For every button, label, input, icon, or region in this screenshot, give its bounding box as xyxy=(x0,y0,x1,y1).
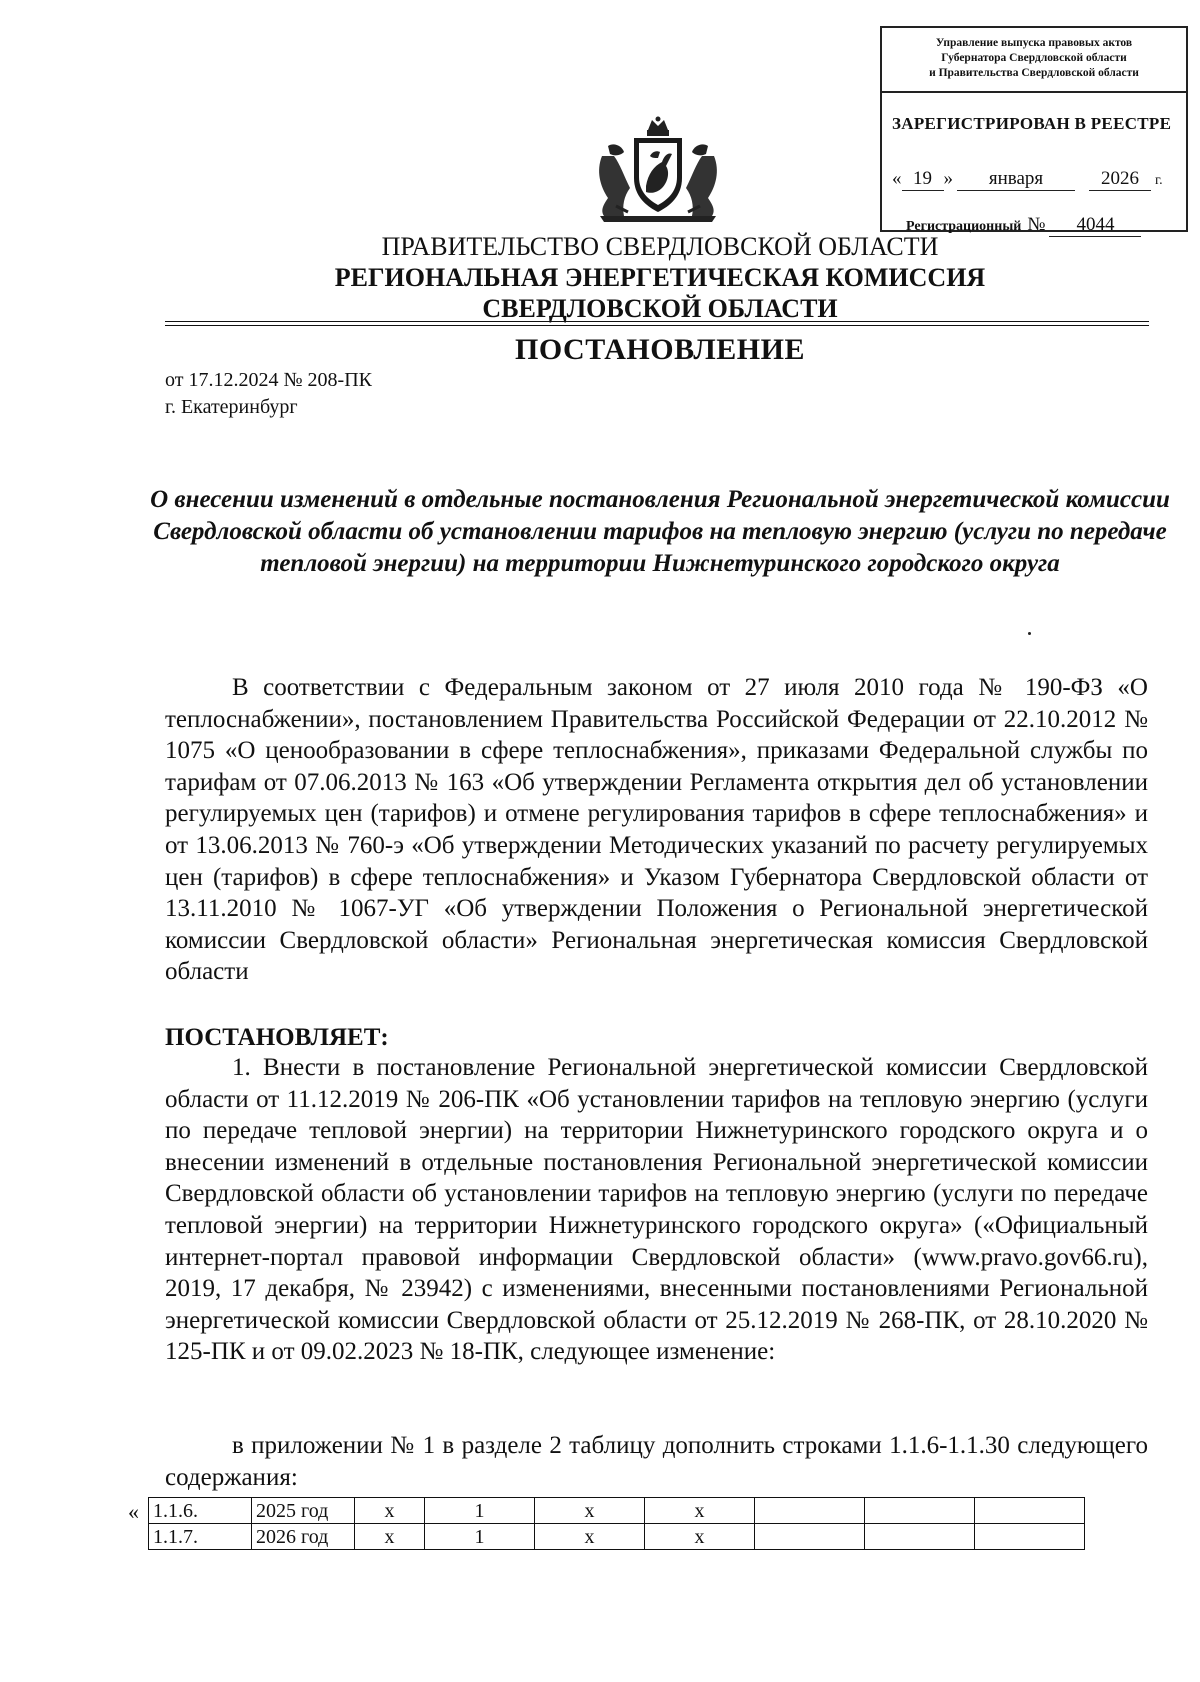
document-type: ПОСТАНОВЛЕНИЕ xyxy=(515,333,805,366)
table-open-quote: « xyxy=(128,1499,139,1524)
document-date-number: от 17.12.2024 № 208-ПК xyxy=(165,369,373,391)
stamp-header-line: Управление выпуска правовых актов xyxy=(935,37,1133,49)
table-cell: 2025 год xyxy=(252,1498,355,1524)
org-name-line1: ПРАВИТЕЛЬСТВО СВЕРДЛОВСКОЙ ОБЛАСТИ xyxy=(381,232,939,261)
table-cell: х xyxy=(645,1524,755,1550)
table-cell: 2026 год xyxy=(252,1524,355,1550)
table-row xyxy=(149,1498,1085,1524)
stamp-divider xyxy=(882,91,1186,93)
stamp-header-line: Губернатора Свердловской области xyxy=(941,52,1127,64)
stamp-header xyxy=(882,36,1186,81)
table-cell: х xyxy=(355,1524,425,1550)
registration-stamp xyxy=(880,26,1188,235)
table-cell: 1 xyxy=(425,1524,535,1550)
body-paragraph-2: 1. Внести в постановление Региональной энергетической комиссии Свердловской области от 11.12.2019 № 206-ПК «Об установлении тарифов на тепловую энергию (услуги по передаче тепловой энергии) на территории Нижнетуринского городского округа и о внесении изменений в отдельные постановления Региональной энергетической комиссии Свердловской области об установлении тарифов на тепловую энергию (услуги по передаче тепловой энергии) на территории Нижнетуринского городского округа» («Официальный интернет-портал правовой информации Свердловской области» (www.pravo.gov66.ru), 2019, 17 декабря, № 23942) с изменениями, внесенными постановлениями Региональной энергетической комиссии Свердловской области от 25.12.2019 № 268-ПК, от 28.10.2020 № 125-ПК и от 09.02.2023 № 18-ПК, следующее изменение: xyxy=(165,1054,1148,1366)
table-cell xyxy=(755,1498,865,1524)
stamp-header-line: и Правительства Свердловской области xyxy=(929,67,1139,79)
body-paragraph-1: В соответствии с Федеральным законом от 27 июля 2010 года № 190-ФЗ «О теплоснабжении», постановлением Правительства Российской Федерации от 22.10.2012 № 1075 «О ценообразовании в сфере теплоснабжения», приказами Федеральной службы по тарифам от 07.06.2013 № 163 «Об утверждении Регламента открытия дел об установлении регулируемых цен (тарифов) и отмене регулирования тарифов в сфере теплоснабжения» и от 13.06.2013 № 760-э «Об утверждении Методических указаний по расчету регулируемых цен (тарифов) в сфере теплоснабжения» и Указом Губернатора Свердловской области от 13.11.2010 № 1067-УГ «Об утверждении Положения о Региональной энергетической комиссии Свердловской области» Региональная энергетическая комиссия Свердловской области xyxy=(165,674,1148,986)
stamp-quote-close: » xyxy=(943,168,953,189)
document-city: г. Екатеринбург xyxy=(165,396,298,418)
stamp-registered-label: ЗАРЕГИСТРИРОВАН В РЕЕСТРЕ xyxy=(892,114,1172,133)
stamp-day: 19 xyxy=(902,168,944,191)
stamp-reg-label: Регистрационный xyxy=(906,219,1022,234)
header-divider xyxy=(165,325,1149,326)
table-cell xyxy=(865,1498,975,1524)
table-cell: 1.1.7. xyxy=(149,1524,252,1550)
table-cell xyxy=(865,1524,975,1550)
table-cell: 1.1.6. xyxy=(149,1498,252,1524)
org-name-line3: СВЕРДЛОВСКОЙ ОБЛАСТИ xyxy=(482,294,838,323)
tariff-table xyxy=(148,1497,1085,1550)
coat-of-arms-icon xyxy=(594,116,722,222)
table-row xyxy=(149,1524,1085,1550)
stamp-quote-open: « xyxy=(892,168,902,189)
table-cell xyxy=(975,1524,1085,1550)
stamp-date xyxy=(892,168,1182,191)
table-cell xyxy=(755,1524,865,1550)
table-cell: х xyxy=(535,1524,645,1550)
table-cell: х xyxy=(355,1498,425,1524)
table-cell: х xyxy=(645,1498,755,1524)
table-cell: 1 xyxy=(425,1498,535,1524)
stamp-year-suffix: г. xyxy=(1155,173,1163,188)
stamp-month: января xyxy=(957,168,1075,191)
table-cell: х xyxy=(535,1498,645,1524)
org-name-line2: РЕГИОНАЛЬНАЯ ЭНЕРГЕТИЧЕСКАЯ КОМИССИЯ xyxy=(334,263,986,292)
body-paragraph-3: в приложении № 1 в разделе 2 таблицу дополнить строками 1.1.6-1.1.30 следующего содержания: xyxy=(165,1432,1148,1491)
stray-mark xyxy=(1028,632,1031,635)
stamp-reg-number: 4044 xyxy=(1049,214,1141,237)
stamp-year: 2026 xyxy=(1089,168,1151,191)
table-cell xyxy=(975,1498,1085,1524)
stamp-no-sign: № xyxy=(1027,214,1046,235)
document-title: О внесении изменений в отдельные постановления Региональной энергетической комиссии Свердловской области об установлении тарифов на тепловую энергию (услуги по передаче тепловой энергии) на территории Нижнетуринского городского округа xyxy=(150,486,1170,577)
header-divider xyxy=(165,321,1149,322)
decree-word: ПОСТАНОВЛЯЕТ: xyxy=(165,1024,389,1051)
